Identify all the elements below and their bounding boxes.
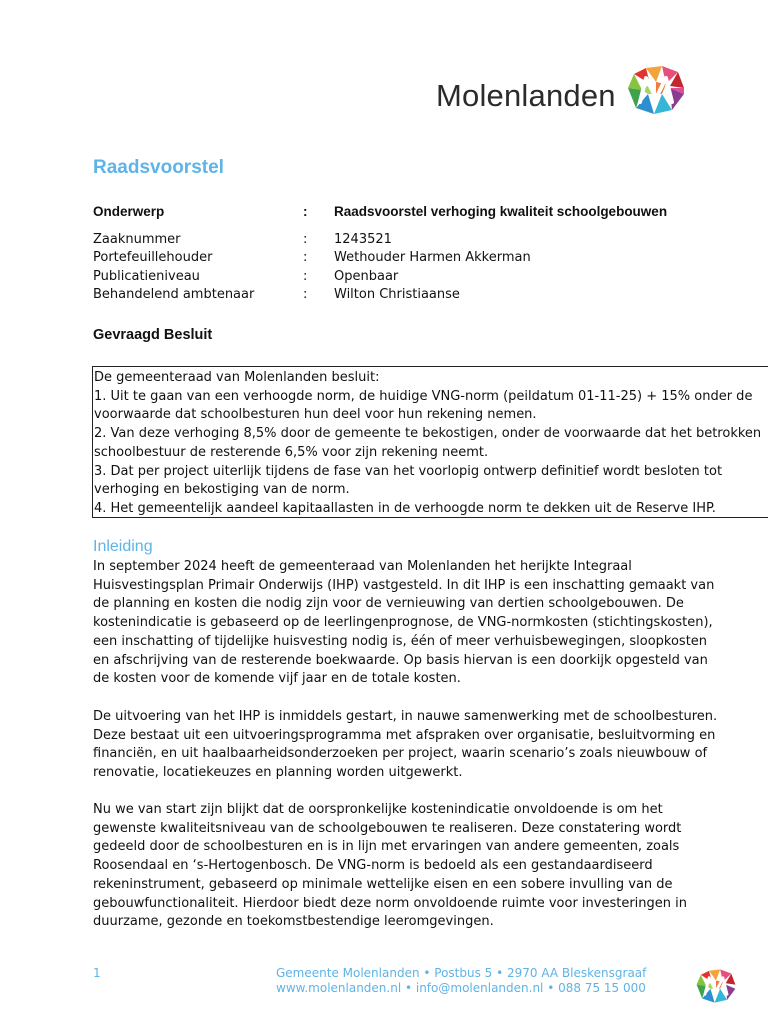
besluit-line: verhoging en bekostiging van de norm. <box>94 482 350 498</box>
paragraph-line: Roosendaal en ‘s-Hertogenbosch. De VNG-norm is bedoeld als een gestandaardiseerd <box>93 858 653 874</box>
besluit-line: 2. Van deze verhoging 8,5% door de gemeente te bekostigen, onder de voorwaarde dat het betrokken <box>94 426 762 442</box>
footer-logo-icon <box>695 968 737 1004</box>
meta-separator: : <box>303 204 308 219</box>
paragraph-line: gebouwfunctionaliteit. Hierdoor biedt deze norm onvoldoende ruimte voor investeringen in <box>93 895 688 911</box>
paragraph-3 <box>93 801 687 932</box>
paragraph-line: renovatie, locatiekeuzes en planning worden uitgewerkt. <box>93 765 463 781</box>
meta-separator: : <box>303 232 308 247</box>
besluit-line: De gemeenteraad van Molenlanden besluit: <box>94 370 380 385</box>
page-number: 1 <box>93 966 101 980</box>
meta-label: Zaaknummer <box>93 232 181 247</box>
besluit-line: 3. Dat per project uiterlijk tijdens de fase van het voorlopig ontwerp definitief wordt besloten tot <box>94 463 723 479</box>
paragraph-line: een inschatting of tijdelijke huisvesting nodig is, één of meer verhuisbewegingen, sloopkosten <box>93 633 708 649</box>
page-title: Raadsvoorstel <box>93 157 224 178</box>
paragraph-line: financiën, en uit haalbaarheidsonderzoeken per project, waarin scenario’s zoals nieuwbouw of <box>93 746 708 762</box>
meta-label: Onderwerp <box>93 204 165 219</box>
paragraph-line: duurzame, gezonde en toekomstbestendige leeromgevingen. <box>93 914 494 930</box>
paragraph-line: In september 2024 heeft de gemeenteraad van Molenlanden het herijkte Integraal <box>93 559 632 574</box>
paragraph-line: kostenindicatie is gebaseerd op de leerlingenprognose, de VNG-normkosten (stichtingskosten), <box>93 615 713 631</box>
footer-line: Gemeente Molenlanden • Postbus 5 • 2970 AA Bleskensgraaf <box>276 966 647 980</box>
paragraph-line: en afschrijving van de resterende boekwaarde. Op basis hiervan is een doorkijk opgesteld van <box>93 652 708 668</box>
paragraph-line: Nu we van start zijn blijkt dat de oorspronkelijke kostenindicatie onvoldoende is om het <box>93 802 663 817</box>
meta-label: Behandelend ambtenaar <box>93 287 255 302</box>
paragraph-line: gewenste kwaliteitsniveau van de schoolgebouwen te realiseren. Deze constatering wordt <box>93 820 682 836</box>
section-heading-inleiding: Inleiding <box>93 538 153 555</box>
meta-separator: : <box>303 269 308 284</box>
besluit-line: 4. Het gemeentelijk aandeel kapitaallasten in de verhoogde norm te dekken uit de Reserve IHP. <box>94 500 716 516</box>
section-heading-besluit: Gevraagd Besluit <box>93 327 213 343</box>
paragraph-line: de planning en kosten die nodig zijn voor de vernieuwing van dertien schoolgebouwen. De <box>93 596 684 612</box>
meta-label: Portefeuillehouder <box>93 250 213 265</box>
logo-wordmark: Molenlanden <box>436 78 616 113</box>
meta-value: Raadsvoorstel verhoging kwaliteit schoolgebouwen <box>334 204 668 219</box>
footer-line: www.molenlanden.nl • info@molenlanden.nl • 088 75 15 000 <box>276 981 646 995</box>
meta-value: Wethouder Harmen Akkerman <box>334 250 531 265</box>
footer-contact <box>276 966 646 996</box>
paragraph-line: Deze bestaat uit een uitvoeringsprogramma met afspraken over organisatie, besluitvorming en <box>93 727 716 743</box>
besluit-line: voorwaarde dat schoolbesturen hun deel voor hun rekening nemen. <box>94 407 537 423</box>
paragraph-line: rekeninstrument, gebaseerd op minimale wettelijke eisen en een sobere invulling van de <box>93 876 673 892</box>
meta-separator: : <box>303 287 308 302</box>
paragraph-line: de kosten voor de komende vijf jaar en de totale kosten. <box>93 671 461 687</box>
meta-value: 1243521 <box>334 232 392 247</box>
paragraph-1 <box>93 558 714 689</box>
meta-value: Wilton Christiaanse <box>334 287 460 302</box>
paragraph-2 <box>93 708 717 783</box>
molenlanden-logo-icon <box>626 64 686 116</box>
paragraph-line: Huisvestingsplan Primair Onderwijs (IHP) vastgesteld. In dit IHP is een inschatting gemaakt van <box>93 577 715 593</box>
meta-value: Openbaar <box>334 269 399 284</box>
meta-separator: : <box>303 250 308 265</box>
besluit-box <box>92 366 768 518</box>
paragraph-line: De uitvoering van het IHP is inmiddels gestart, in nauwe samenwerking met de schoolbesturen. <box>93 709 718 724</box>
paragraph-line: gedeeld door de schoolbesturen en is in lijn met ervaringen van andere gemeenten, zoals <box>93 839 680 855</box>
besluit-line: 1. Uit te gaan van een verhoogde norm, de huidige VNG-norm (peildatum 01-11-25) + 15% onder de <box>94 388 753 404</box>
besluit-line: schoolbestuur de resterende 6,5% voor zijn rekening neemt. <box>94 444 489 460</box>
meta-label: Publicatieniveau <box>93 269 200 284</box>
